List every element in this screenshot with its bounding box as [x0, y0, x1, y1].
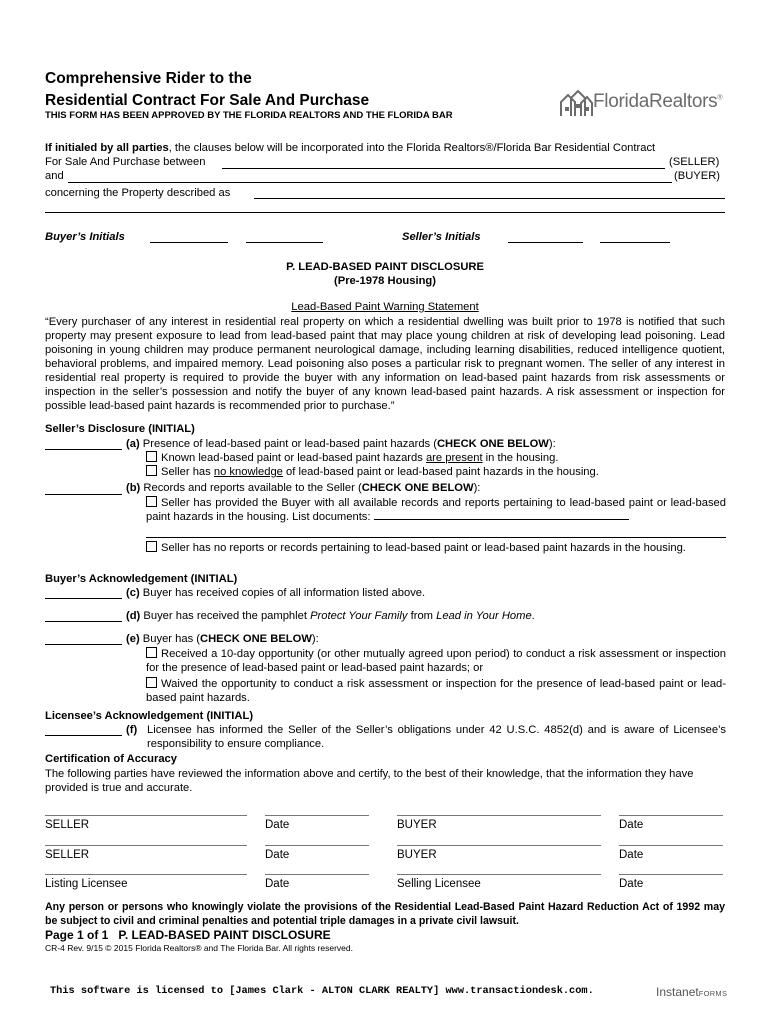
initial-f-field[interactable] [45, 735, 122, 736]
intro-line1: If initialed by all parties, the clauses below will be incorporated into the Florida Realtors®/Florida Bar Residential Contract [45, 142, 656, 154]
warning-text: “Every purchaser of any interest in residential real property on which a residential dwelling was built prior to 1978 is notified that such property may present exposure to lead from lead-based paint that may place young children at risk of developing lead poisoning. Lead poisoning in young children may produce permanent neurological damage, including learning disabilities, reduced intelligence quotient, behavioral problems, and impaired memory. Lead poisoning also poses a particular risk to pregnant women. The seller of any interest in residential real property is required to provide the buyer with any information on lead-based paint hazards from risk assessments or inspection in the seller’s possession and notify the buyer of any known lead-based paint hazards. A risk assessment or inspection for possible lead-based paint hazards is recommended prior to purchase.” [45, 316, 725, 412]
seller1-date-line[interactable] [265, 815, 369, 816]
buyer1-signature-line[interactable] [397, 815, 601, 816]
seller2-date-label: Date [265, 849, 290, 861]
listing-licensee-label: Listing Licensee [45, 878, 128, 890]
buyer1-date-line[interactable] [619, 815, 723, 816]
documents-list-field[interactable] [374, 519, 629, 520]
listing-licensee-date-line[interactable] [265, 874, 369, 875]
and-label: and [45, 170, 64, 182]
initial-d-field[interactable] [45, 621, 122, 622]
buyer2-label: BUYER [397, 849, 437, 861]
certification-text: The following parties have reviewed the information above and certify, to the best of their knowledge, that the information they have provided is true and accurate. [45, 768, 694, 794]
logo-text: FloridaRealtors® [593, 91, 723, 112]
form-title-line1: Comprehensive Rider to the [45, 70, 252, 87]
checkbox-known-present[interactable] [146, 451, 157, 462]
license-line: This software is licensed to [James Clark - ALTON CLARK REALTY] www.transactiondesk.com. [50, 985, 594, 997]
checkbox-records-provided[interactable] [146, 496, 157, 507]
item-c: (c) Buyer has received copies of all information listed above. [126, 587, 426, 599]
seller1-signature-line[interactable] [45, 815, 247, 816]
seller1-label: SELLER [45, 819, 90, 831]
buyer1-label: BUYER [397, 819, 437, 831]
documents-list-field-2[interactable] [146, 537, 726, 538]
initial-a-field[interactable] [45, 449, 122, 450]
item-b: (b) Records and reports available to the Seller (CHECK ONE BELOW): [126, 482, 481, 494]
seller-initial-field-1[interactable] [508, 242, 583, 243]
seller2-label: SELLER [45, 849, 90, 861]
buyer-initial-field-1[interactable] [150, 242, 228, 243]
certification-heading: Certification of Accuracy [45, 753, 178, 765]
buyers-initials-label: Buyer’s Initials [45, 231, 125, 243]
house-logo-icon [558, 88, 594, 118]
between-label: For Sale And Purchase between [45, 156, 206, 168]
page-footer-title: Page 1 of 1 P. LEAD-BASED PAINT DISCLOSURE [45, 928, 331, 942]
initial-e-field[interactable] [45, 644, 122, 645]
selling-licensee-signature-line[interactable] [397, 874, 601, 875]
checkbox-no-records[interactable] [146, 541, 157, 552]
buyer-initial-field-2[interactable] [246, 242, 323, 243]
item-e-option2[interactable]: Waived the opportunity to conduct a risk assessment or inspection for the presence of lead-based paint or lead-based paint hazards. [146, 678, 726, 704]
checkbox-received-opportunity[interactable] [146, 647, 157, 658]
section-heading: P. LEAD-BASED PAINT DISCLOSURE [286, 261, 484, 273]
selling-licensee-label: Selling Licensee [397, 878, 481, 890]
buyer2-date-line[interactable] [619, 845, 723, 846]
section-subheading: (Pre-1978 Housing) [334, 275, 436, 287]
approved-line: THIS FORM HAS BEEN APPROVED BY THE FLORIDA REALTORS AND THE FLORIDA BAR [45, 110, 453, 121]
item-b-option1[interactable]: Seller has provided the Buyer with all available records and reports pertaining to lead-based paint or lead-based paint hazards in the housing. List documents: [146, 497, 726, 523]
seller-initial-field-2[interactable] [600, 242, 670, 243]
seller1-date-label: Date [265, 819, 290, 831]
selling-licensee-date-label: Date [619, 878, 644, 890]
buyer1-date-label: Date [619, 819, 644, 831]
item-e: (e) Buyer has (CHECK ONE BELOW): [126, 633, 319, 645]
seller-disclosure-heading: Seller’s Disclosure (INITIAL) [45, 423, 195, 435]
item-a: (a) Presence of lead-based paint or lead-based paint hazards (CHECK ONE BELOW): [126, 438, 556, 450]
sellers-initials-label: Seller’s Initials [402, 231, 481, 243]
form-title-line2: Residential Contract For Sale And Purchase [45, 92, 370, 109]
seller2-date-line[interactable] [265, 845, 369, 846]
seller-tag: (SELLER) [669, 156, 720, 168]
item-b-option2[interactable]: Seller has no reports or records pertaining to lead-based paint or lead-based paint hazards in the housing. [146, 541, 726, 555]
initial-c-field[interactable] [45, 598, 122, 599]
property-field-1[interactable] [254, 198, 725, 199]
buyer2-signature-line[interactable] [397, 845, 601, 846]
selling-licensee-date-line[interactable] [619, 874, 723, 875]
checkbox-waived-opportunity[interactable] [146, 677, 157, 688]
revision-line: CR-4 Rev. 9/15 © 2015 Florida Realtors® and The Florida Bar. All rights reserved. [45, 943, 353, 953]
item-d: (d) Buyer has received the pamphlet Protect Your Family from Lead in Your Home. [126, 610, 535, 622]
buyer-ack-heading: Buyer’s Acknowledgement (INITIAL) [45, 573, 238, 585]
instanet-forms-logo: InstanetFORMS [656, 985, 728, 999]
licensee-ack-heading: Licensee’s Acknowledgement (INITIAL) [45, 710, 254, 722]
listing-licensee-signature-line[interactable] [45, 874, 247, 875]
florida-realtors-logo [558, 88, 594, 123]
item-f-text: Licensee has informed the Seller of the Seller’s obligations under 42 U.S.C. 4852(d) and is aware of Licensee’s responsibility to ensure compliance. [147, 724, 726, 750]
penalty-notice: Any person or persons who knowingly violate the provisions of the Residential Lead-Based Paint Hazard Reduction Act of 1992 may be subject to civil and criminal penalties and potential triple damages in a private civil lawsuit. [45, 901, 725, 927]
seller-name-field[interactable] [222, 168, 665, 169]
buyer2-date-label: Date [619, 849, 644, 861]
item-a-option1[interactable]: Known lead-based paint or lead-based paint hazards are present in the housing. [146, 451, 726, 465]
initial-b-field[interactable] [45, 494, 122, 495]
item-e-option1[interactable]: Received a 10-day opportunity (or other mutually agreed upon period) to conduct a risk assessment or inspection for the presence of lead-based paint or lead-based paint hazards; or [146, 648, 726, 674]
property-label: concerning the Property described as [45, 187, 231, 199]
item-a-option2[interactable]: Seller has no knowledge of lead-based paint or lead-based paint hazards in the housing. [146, 465, 726, 479]
buyer-name-field[interactable] [68, 182, 672, 183]
listing-licensee-date-label: Date [265, 878, 290, 890]
item-f-label: (f) [126, 724, 138, 736]
buyer-tag: (BUYER) [674, 170, 720, 182]
property-field-2[interactable] [45, 212, 725, 213]
checkbox-no-knowledge[interactable] [146, 465, 157, 476]
warning-title: Lead-Based Paint Warning Statement [291, 301, 479, 313]
seller2-signature-line[interactable] [45, 845, 247, 846]
